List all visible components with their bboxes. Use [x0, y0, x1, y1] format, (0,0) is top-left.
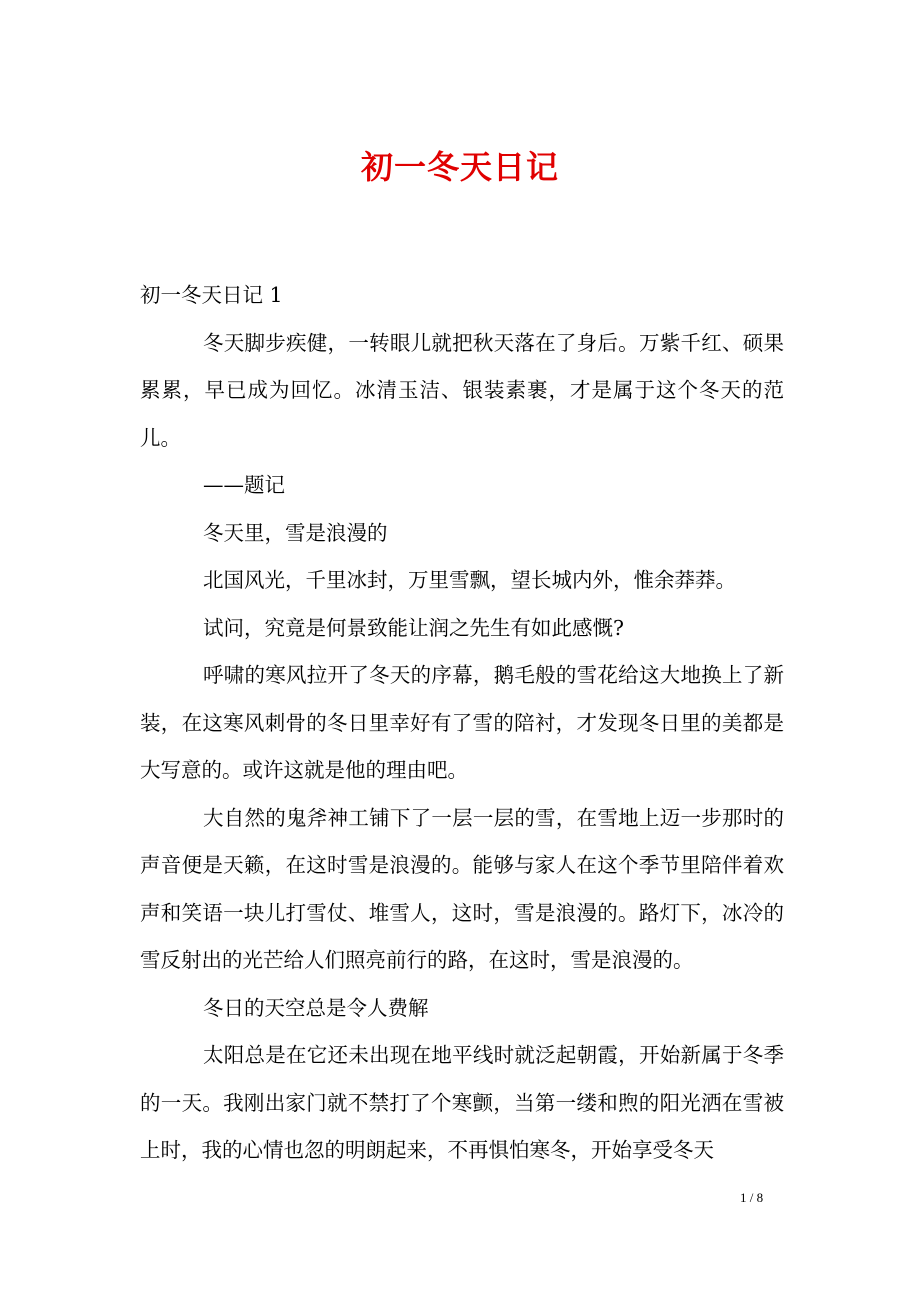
- paragraph: 冬天脚步疾健，一转眼儿就把秋天落在了身后。万紫千红、硕果累累，早已成为回忆。冰清玉洁、银装素裹，才是属于这个冬天的范儿。: [140, 330, 784, 450]
- document-body: [140, 272, 784, 1175]
- paragraph: 冬日的天空总是令人费解: [203, 995, 429, 1020]
- paragraph: 北国风光，千里冰封，万里雪飘，望长城内外，惟余莽莽。: [203, 568, 736, 592]
- paragraph: 太阳总是在它还未出现在地平线时就泛起朝霞，开始新属于冬季的一天。我刚出家门就不禁打了个寒颤，当第一缕和煦的阳光洒在雪被上时，我的心情也忽的明朗起来，不再惧怕寒冬，开始享受冬天: [140, 1043, 784, 1162]
- paragraph: 大自然的鬼斧神工铺下了一层一层的雪，在雪地上迈一步那时的声音便是天籁，在这时雪是浪漫的。能够与家人在这个季节里陪伴着欢声和笑语一块儿打雪仗、堆雪人，这时，雪是浪漫的。路灯下，冰冷的雪反射出的光芒给人们照亮前行的路，在这时，雪是浪漫的。: [140, 805, 784, 972]
- document-title: 初一冬天日记: [360, 148, 559, 186]
- paragraph: 试问，究竟是何景致能让润之先生有如此感慨?: [203, 615, 624, 640]
- paragraph: 冬天里，雪是浪漫的: [203, 520, 388, 545]
- paragraph: ——题记: [203, 473, 285, 497]
- page-number: 1 / 8: [740, 1190, 764, 1205]
- paragraph: 呼啸的寒风拉开了冬天的序幕，鹅毛般的雪花给这大地换上了新装，在这寒风刺骨的冬日里幸好有了雪的陪衬，才发现冬日里的美都是大写意的。或许这就是他的理由吧。: [140, 663, 784, 782]
- section-heading: 初一冬天日记 1: [140, 283, 283, 307]
